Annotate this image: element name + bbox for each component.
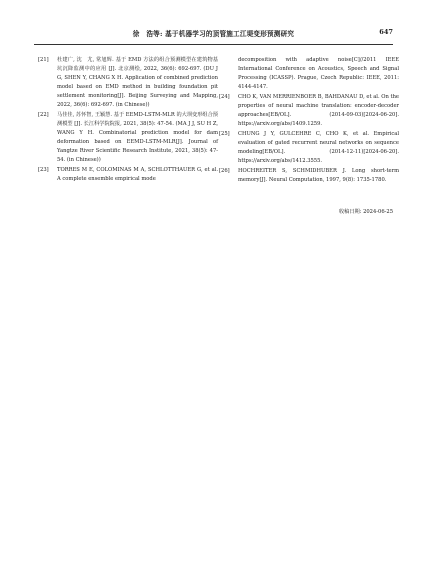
reference-text: HOCHREITER S, SCHMIDHUBER J. Long short-term memory[J]. Neural Computation, 1997, 9(8): 1735-1780.	[238, 168, 399, 183]
reference-number: [23]	[38, 167, 49, 173]
reference-item	[219, 130, 399, 166]
reference-item	[38, 56, 218, 110]
reference-text: TORRES M E, COLOMINAS M A, SCHLOTTHAUER G, et al. A complete ensemble empirical mode	[57, 167, 218, 182]
running-title: 徐 浩等: 基于机器学习的顶管施工江堤变形预测研究	[132, 30, 295, 38]
received-date: 收稿日期: 2024-06-25	[338, 209, 393, 215]
reference-text: 杜建广, 沈 尤, 常旭辉. 基于 EMD 方法的组合预测模型在建筑物基坑沉降监测中的应用 [J]. 北京测绘, 2022, 36(6): 692-697. (DU J G, SHEN Y, CHANG X H. Application of combined prediction model based on EMD method in building foundation pit settlement monitoring[J]. Beijing Surveying and Mapping, 2022, 36(6): 692-697. (in Chinese))	[57, 57, 218, 108]
reference-number: [25]	[219, 131, 230, 137]
reference-item	[219, 167, 399, 185]
reference-item	[38, 111, 218, 165]
reference-continuation	[238, 56, 399, 92]
reference-item	[38, 166, 218, 184]
page-header	[34, 28, 393, 45]
reference-item	[219, 93, 399, 129]
reference-text: 马佳佳, 苏怀智, 王颖慧. 基于 EEMD-LSTM-MLR 的大坝变形组合预测模型 [J]. 长江科学院院报, 2021, 38(5): 47-54. (MA J J, SU H Z, WANG Y H. Combinatorial prediction model for dam deformation based on EEMD-LSTM-MLR[J]. Journal of Yangtze River Scientific Research Institute, 2021, 38(5): 47-54. (in Chinese))	[57, 112, 218, 163]
reference-text: CHO K, VAN MERRIENBOER B, BAHDANAU D, et al. On the properties of neural machine translation: encoder-decoder approaches[EB/OL]. (2014-09-03)[2024-06-20]. https://arxiv.org/abs/1409.1259.	[238, 94, 399, 127]
reference-number: [26]	[219, 168, 230, 174]
reference-text: CHUNG J Y, GULCEHRE C, CHO K, et al. Empirical evaluation of gated recurrent neural networks on sequence modeling[EB/OL]. (2014-12-11)[2024-06-20]. https://arxiv.org/abs/1412.3555.	[238, 131, 399, 164]
left-column	[38, 56, 218, 185]
page-number: 647	[379, 28, 393, 36]
reference-number: [21]	[38, 57, 49, 63]
reference-text: decomposition with adaptive noise[C]//2011 IEEE International Conference on Acoustics, Speech and Signal Processing (ICASSP). Prague, Czech Republic: IEEE, 2011: 4144-4147.	[238, 57, 399, 90]
right-column	[219, 56, 399, 186]
reference-number: [24]	[219, 94, 230, 100]
reference-number: [22]	[38, 112, 49, 118]
